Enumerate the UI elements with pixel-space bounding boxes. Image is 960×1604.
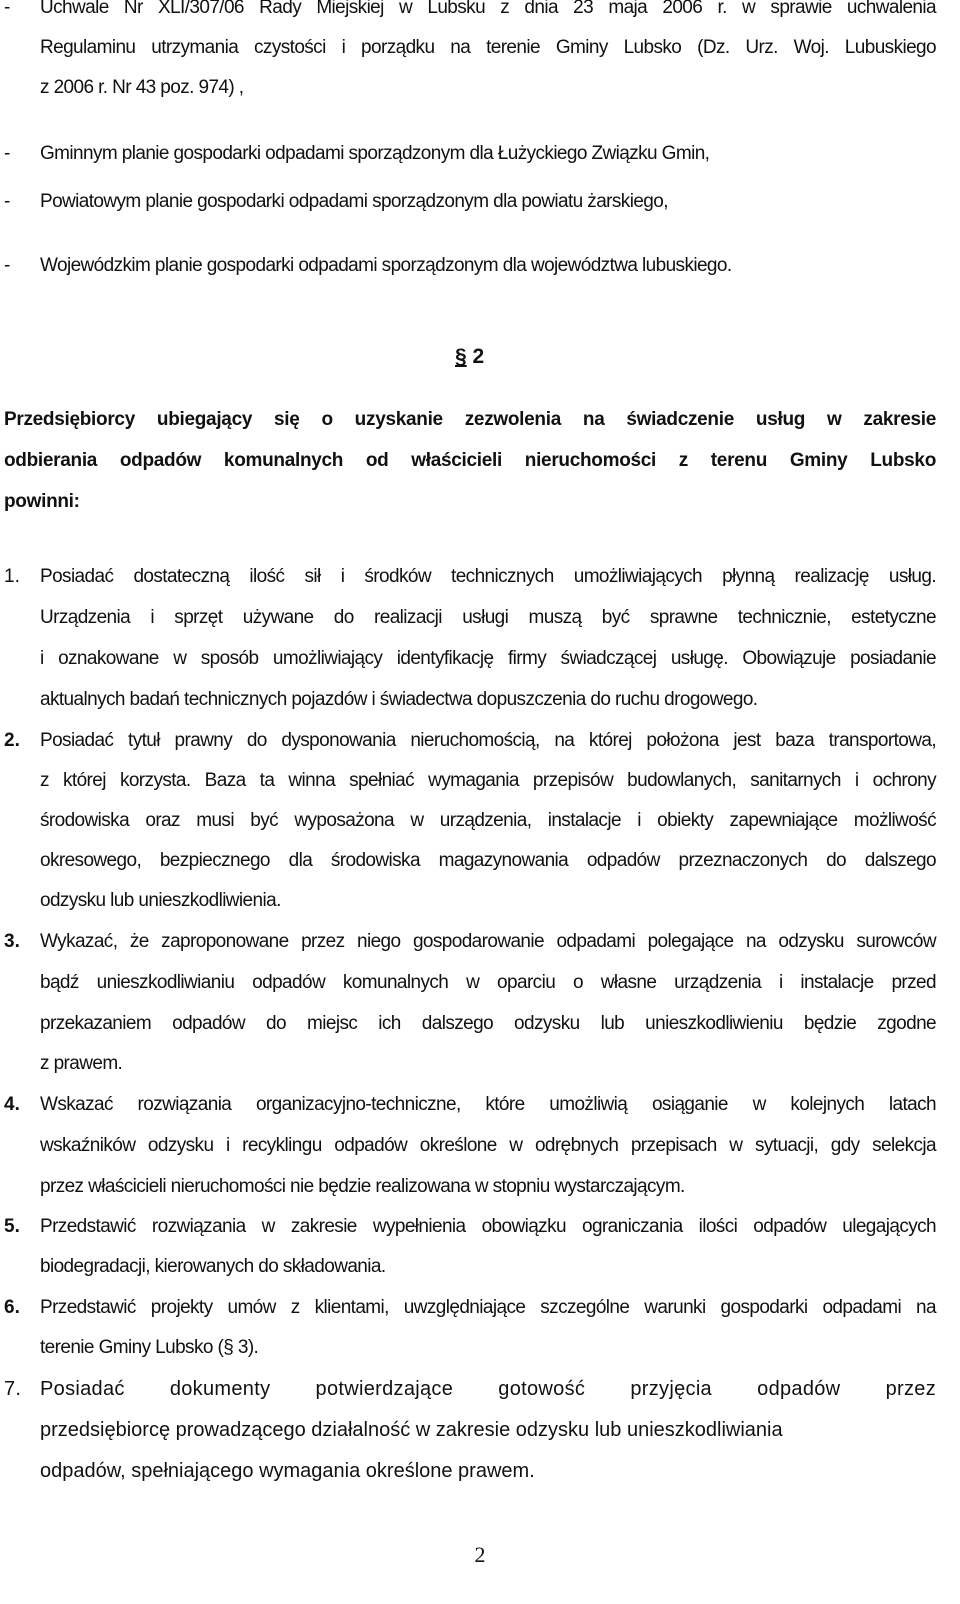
page-number: 2: [474, 1542, 486, 1567]
item-line: bądź unieszkodliwianiu odpadów komunalnych w oparciu o własne urządzenia i instalacje przed: [40, 972, 936, 993]
item-number: 4.: [4, 1094, 20, 1115]
section-symbol: §: [455, 345, 467, 368]
item-number: 2.: [4, 730, 20, 751]
dash-marker: -: [4, 191, 11, 212]
heading-line: Przedsiębiorcy ubiegający się o uzyskanie zezwolenia na świadczenie usług w zakresie: [4, 409, 936, 430]
item-line: aktualnych badań technicznych pojazdów i świadectwa dopuszczenia do ruchu drogowego.: [40, 689, 758, 710]
item-line: przekazaniem odpadów do miejsc ich dalszego odzysku lub unieszkodliwieniu będzie zgodne: [40, 1013, 936, 1034]
heading-line: odbierania odpadów komunalnych od właścicieli nieruchomości z terenu Gminy Lubsko: [4, 450, 936, 471]
item-line: Urządzenia i sprzęt używane do realizacji usługi muszą być sprawne technicznie, estetyczne: [40, 607, 936, 628]
item-line: Wskazać rozwiązania organizacyjno-techniczne, które umożliwią osiąganie w kolejnych latach: [40, 1094, 936, 1115]
item-line: Posiadać dostateczną ilość sił i środków technicznych umożliwiających płynną realizację usług.: [40, 566, 936, 587]
item-number: 7.: [4, 1378, 22, 1400]
item-line: okresowego, bezpiecznego dla środowiska magazynowania odpadów przeznaczonych do dalszego: [40, 850, 936, 871]
item-number: 5.: [4, 1216, 20, 1237]
section-number: 2: [472, 345, 485, 368]
dash-marker: -: [4, 143, 11, 164]
item-line: Posiadać dokumenty potwierdzające gotowość przyjęcia odpadów przez: [40, 1378, 936, 1400]
item-line: z prawem.: [40, 1053, 123, 1074]
intro-item-line: Powiatowym planie gospodarki odpadami sporządzonym dla powiatu żarskiego,: [40, 191, 668, 212]
item-line: wskaźników odzysku i recyklingu odpadów określone w odrębnych przepisach w sytuacji, gdy selekcja: [40, 1135, 936, 1156]
item-line: terenie Gminy Lubsko (§ 3).: [40, 1337, 259, 1358]
intro-item-line: Wojewódzkim planie gospodarki odpadami sporządzonym dla województwa lubuskiego.: [40, 255, 732, 276]
item-number: 6.: [4, 1297, 20, 1318]
item-line: odpadów, spełniającego wymagania określone prawem.: [40, 1460, 535, 1482]
item-line: Wykazać, że zaproponowane przez niego gospodarowanie odpadami polegające na odzysku surowców: [40, 931, 936, 952]
intro-item-line: Uchwale Nr XLI/307/06 Rady Miejskiej w Lubsku z dnia 23 maja 2006 r. w sprawie uchwalenia: [40, 0, 936, 18]
item-line: i oznakowane w sposób umożliwiający identyfikację firmy świadczącej usługę. Obowiązuje posiadanie: [40, 648, 936, 669]
dash-marker: -: [4, 0, 11, 18]
dash-marker: -: [4, 255, 11, 276]
intro-item-line: Regulaminu utrzymania czystości i porządku na terenie Gminy Lubsko (Dz. Urz. Woj. Lubuskiego: [40, 37, 936, 58]
item-line: z której korzysta. Baza ta winna spełniać wymagania przepisów budowlanych, sanitarnych i ochrony: [40, 770, 936, 791]
item-line: środowiska oraz musi być wyposażona w urządzenia, instalacje i obiekty zapewniające możliwość: [40, 810, 936, 831]
item-line: Przedstawić projekty umów z klientami, uwzględniające szczególne warunki gospodarki odpadami na: [40, 1297, 936, 1318]
intro-item-line: z 2006 r. Nr 43 poz. 974) ,: [40, 77, 244, 98]
intro-item-line: Gminnym planie gospodarki odpadami sporządzonym dla Łużyckiego Związku Gmin,: [40, 143, 710, 164]
item-line: odzysku lub unieszkodliwienia.: [40, 890, 281, 911]
item-line: biodegradacji, kierowanych do składowania.: [40, 1256, 386, 1277]
item-line: Posiadać tytuł prawny do dysponowania nieruchomością, na której położona jest baza transportowa,: [40, 730, 936, 751]
item-number: 1.: [4, 566, 20, 587]
item-line: Przedstawić rozwiązania w zakresie wypełnienia obowiązku ograniczania ilości odpadów ulegających: [40, 1216, 936, 1237]
item-number: 3.: [4, 931, 20, 952]
item-line: przedsiębiorcę prowadzącego działalność w zakresie odzysku lub unieszkodliwiania: [40, 1419, 783, 1441]
heading-line: powinni:: [4, 491, 80, 512]
item-line: przez właścicieli nieruchomości nie będzie realizowana w stopniu wystarczającym.: [40, 1176, 685, 1197]
section-heading: [455, 344, 484, 370]
